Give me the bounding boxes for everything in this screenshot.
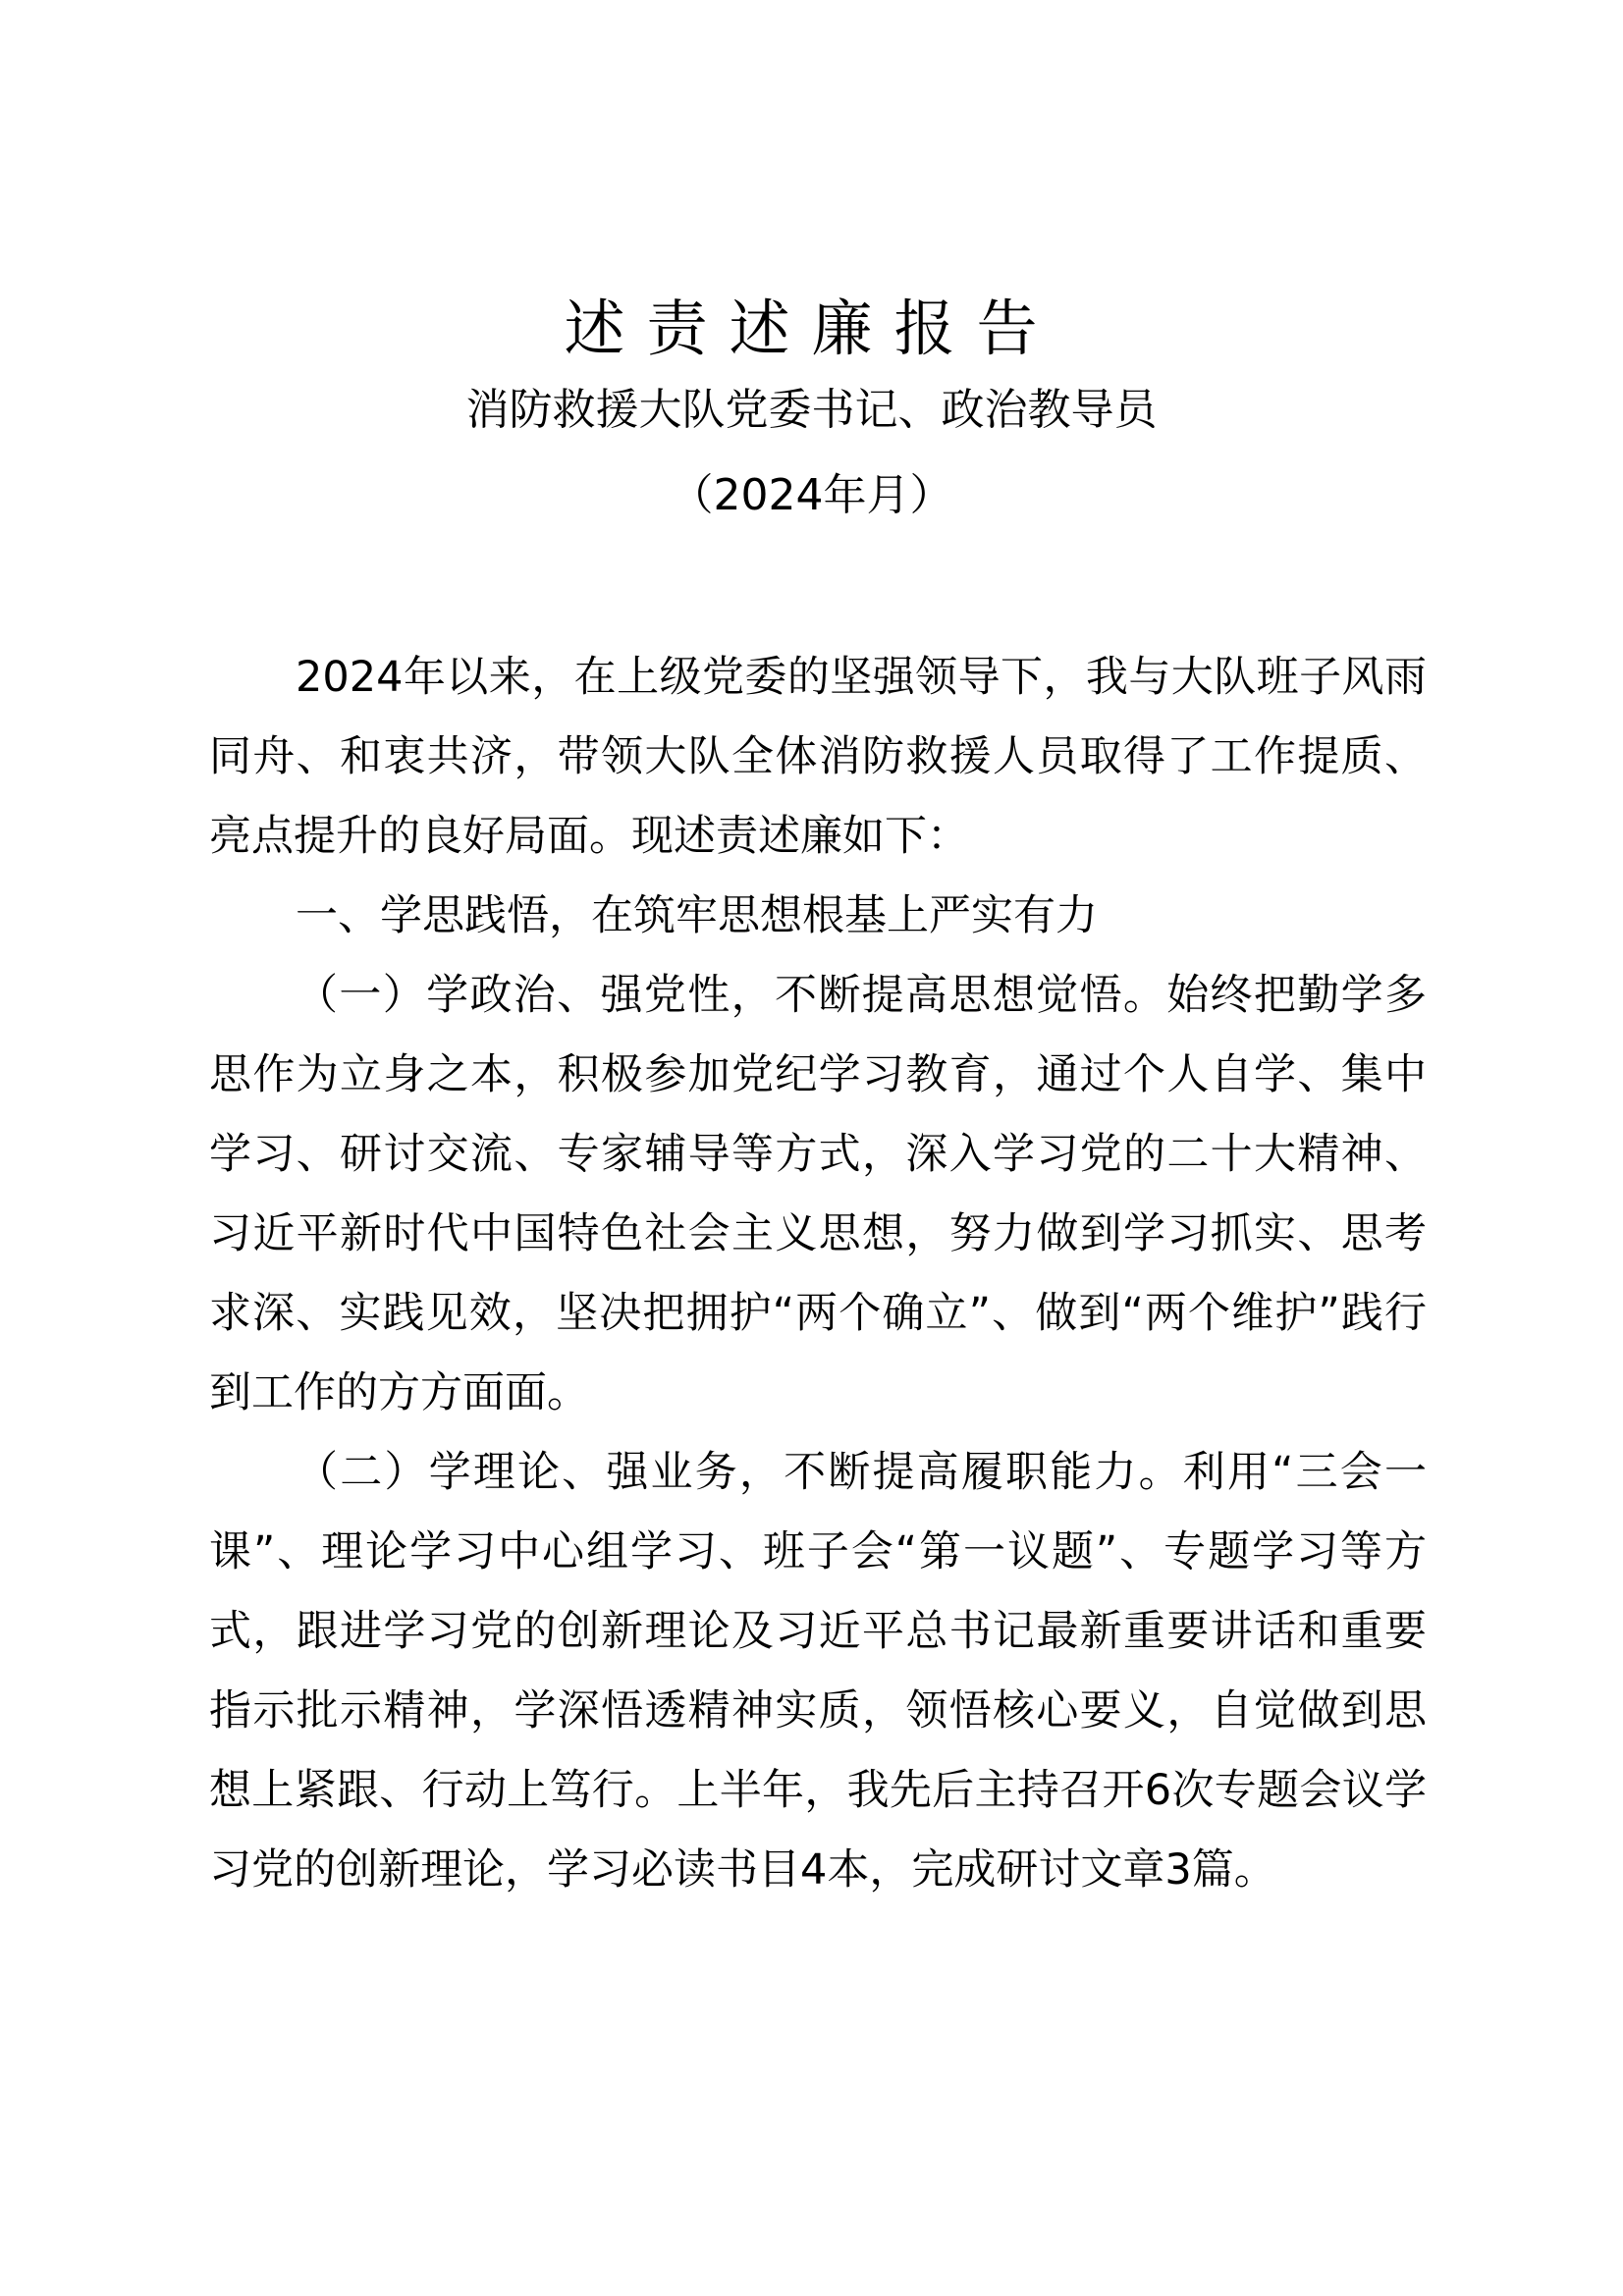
paragraph-subsection-2: （二）学理论、强业务，不断提高履职能力。利用“三会一课”、理论学习中心组学习、班子会“第一议题”、专题学习等方式，跟进学习党的创新理论及习近平总书记最新重要讲话和重要指示批示精神，学深悟透精神实质，领悟核心要义，自觉做到思想上紧跟、行动上笃行。上半年，我先后主持召开6次专题会议学习党的创新理论，学习必读书目4本，完成研讨文章3篇。 [209,1448,1427,1895]
document-date: （2024年月） [670,470,953,520]
section-heading-1: 一、学思践悟，在筑牢思想根基上严实有力 [296,891,1098,940]
paragraph-intro: 2024年以来，在上级党委的坚强领导下，我与大队班子风雨同舟、和衷共济，带领大队全体消防救援人员取得了工作提质、亮点提升的良好局面。现述责述廉如下： [209,653,1427,861]
document-body [209,638,1427,1910]
document-subtitle: 消防救援大队党委书记、政治教导员 [465,385,1158,435]
paragraph-subsection-1: （一）学政治、强党性，不断提高思想觉悟。始终把勤学多思作为立身之本，积极参加党纪学习教育，通过个人自学、集中学习、研讨交流、专家辅导等方式，深入学习党的二十大精神、习近平新时代中国特色社会主义思想，努力做到学习抓实、思考求深、实践见效，坚决把拥护“两个确立”、做到“两个维护”践行到工作的方方面面。 [209,971,1427,1417]
document-title: 述责述廉报告 [564,293,1059,364]
